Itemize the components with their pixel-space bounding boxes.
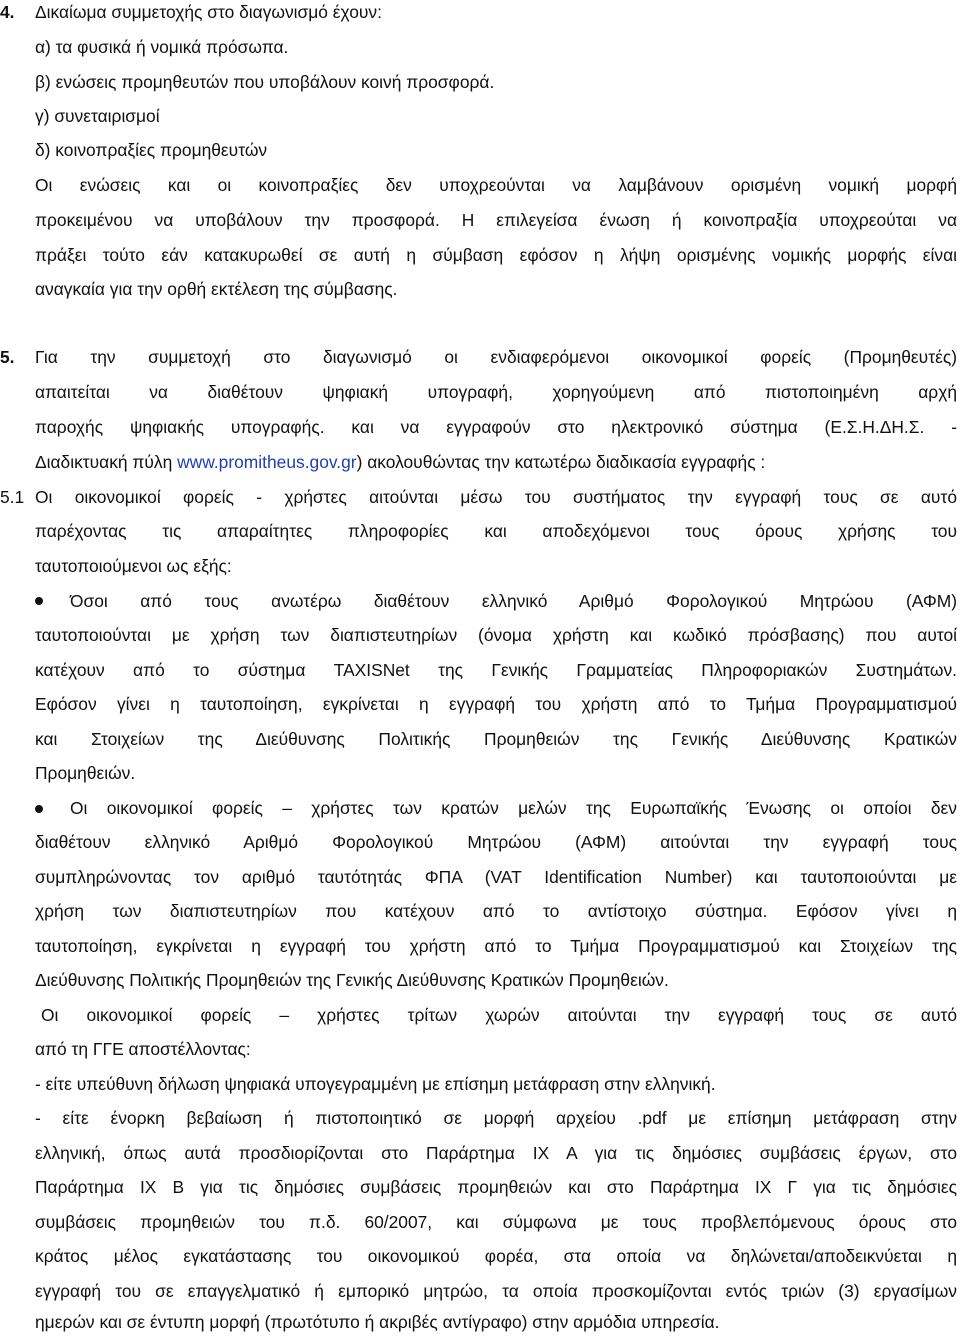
section-5-line-portal — [35, 451, 765, 473]
third-countries-line: από τη ΓΓΕ αποστέλλοντας: — [35, 1039, 251, 1059]
bullet-2-line: Οι οικονομικοί φορείς – χρήστες των κρατών μελών της Ευρωπαϊκής Ένωσης οι οποίοι δεν — [70, 798, 957, 818]
dash-item-2-line: Παράρτημα ΙΧ Β για τις δημόσιες συμβάσεις προμηθειών και στο Παράρτημα ΙΧ Γ για τις δημόσιες — [35, 1177, 957, 1197]
section-5-number: 5. — [0, 347, 15, 367]
bullet-1-line: κατέχουν από το σύστημα TAXISNet της Γενικής Γραμματείας Πληροφοριακών Συστημάτων. — [35, 660, 957, 680]
section-5-line: απαιτείται να διαθέτουν ψηφιακή υπογραφή, χορηγούμενη από πιστοποιημένη αρχή — [35, 382, 957, 402]
third-countries-line: Οι οικονομικοί φορείς – χρήστες τρίτων χωρών αιτούνται την εγγραφή τους σε αυτό — [41, 1005, 957, 1025]
bullet-2-line: διαθέτουν ελληνικό Αριθμό Φορολογικού Μητρώου (ΑΦΜ) αιτούνται την εγγραφή τους — [35, 832, 957, 852]
dash-item-1: - είτε υπεύθυνη δήλωση ψηφιακά υπογεγραμμένη με επίσημη μετάφραση στην ελληνική. — [35, 1074, 716, 1094]
bullet-2-line: χρήση των διαπιστευτηρίων που κατέχουν από το αντίστοιχο σύστημα. Εφόσον γίνει η — [35, 901, 957, 921]
bullet-icon — [35, 597, 43, 605]
section-4-item-d: δ) κοινοπραξίες προμηθευτών — [35, 140, 268, 160]
portal-label: Διαδικτυακή πύλη — [35, 452, 178, 472]
promitheus-link[interactable]: www.promitheus.gov.gr — [177, 452, 357, 472]
bullet-1-line: Προμηθειών. — [35, 763, 136, 783]
section-5-1-line: Οι οικονομικοί φορείς - χρήστες αιτούνται μέσω του συστήματος την εγγραφή τους σε αυτό — [35, 487, 957, 507]
section-4-paragraph-line: προκειμένου να υποβάλουν την προσφορά. Η επιλεγείσα ένωση ή κοινοπραξία υποχρεούται να — [35, 210, 957, 230]
bullet-icon — [35, 805, 43, 813]
section-5-line: παροχής ψηφιακής υπογραφής. και να εγγραφούν στο ηλεκτρονικό σύστημα (Ε.Σ.Η.ΔΗ.Σ. - — [35, 417, 957, 437]
section-5-1-line: παρέχοντας τις απαραίτητες πληροφορίες και αποδεχόμενοι τους όρους χρήσης του — [35, 521, 957, 541]
dash-item-2-line: κράτος μέλος εγκατάστασης του οικονομικού φορέα, στα οποία να δηλώνεται/αποδεικνύεται η — [35, 1246, 957, 1266]
section-4-paragraph-line: αναγκαία για την ορθή εκτέλεση της σύμβασης. — [35, 279, 398, 299]
section-4-heading: Δικαίωμα συμμετοχής στο διαγωνισμό έχουν: — [35, 2, 382, 22]
bullet-2-line: ταυτοποίηση, εγκρίνεται η εγγραφή του χρήστη από το Τμήμα Προγραμματισμού και Στοιχείων της — [35, 936, 957, 956]
dash-item-2-line: - είτε ένορκη βεβαίωση ή πιστοποιητικό σε μορφή αρχείου .pdf με επίσημη μετάφραση στην — [35, 1108, 957, 1128]
bullet-2-line: συμπληρώνοντας τον αριθμό ταυτότητάς ΦΠΑ (VAT Identification Number) και ταυτοποιούνται με — [35, 867, 957, 887]
portal-suffix: ) ακολουθώντας την κατωτέρω διαδικασία εγγραφής : — [356, 452, 766, 472]
bullet-1-line: Εφόσον γίνει η ταυτοποίηση, εγκρίνεται η εγγραφή του χρήστη από το Τμήμα Προγραμματισμού — [35, 694, 957, 714]
dash-item-2-line: συμβάσεις προμηθειών του π.δ. 60/2007, και σύμφωνα με τους προβλεπόμενους όρους στο — [35, 1212, 957, 1232]
bullet-1-line: Όσοι από τους ανωτέρω διαθέτουν ελληνικό Αριθμό Φορολογικού Μητρώου (ΑΦΜ) — [70, 591, 957, 611]
section-5-1-number: 5.1 — [0, 487, 25, 507]
bullet-1-line: ταυτοποιούνται με χρήση των διαπιστευτηρίων (όνομα χρήστη και κωδικό πρόσβασης) που αυτοί — [35, 625, 957, 645]
section-4-paragraph-line: Οι ενώσεις και οι κοινοπραξίες δεν υποχρεούνται να λαμβάνουν ορισμένη νομική μορφή — [35, 175, 957, 195]
section-4-paragraph-line: πράξει τούτο εάν κατακυρωθεί σε αυτή η σύμβαση εφόσον η λήψη ορισμένης νομικής μορφής είναι — [35, 245, 957, 265]
section-4-item-c: γ) συνεταιρισμοί — [35, 106, 160, 126]
section-4-item-b: β) ενώσεις προμηθευτών που υποβάλουν κοινή προσφορά. — [35, 72, 495, 92]
bullet-2-line: Διεύθυνσης Πολιτικής Προμηθειών της Γενικής Διεύθυνσης Κρατικών Προμηθειών. — [35, 970, 669, 990]
dash-item-2-line: εγγραφή του σε επαγγελματικό ή εμπορικό μητρώο, τα οποία προσκομίζονται εντός τριών (3) εργασίμων — [35, 1281, 957, 1301]
bullet-1-line: και Στοιχείων της Διεύθυνσης Πολιτικής Προμηθειών της Γενικής Διεύθυνσης Κρατικών — [35, 729, 957, 749]
section-5-1-line: ταυτοποιούμενοι ως εξής: — [35, 556, 232, 576]
section-4-item-a: α) τα φυσικά ή νομικά πρόσωπα. — [35, 37, 289, 57]
dash-item-2-line: ελληνική, όπως αυτά προσδιορίζονται στο Παράρτημα ΙΧ Α για τις δημόσιες συμβάσεις έργων, στο — [35, 1143, 957, 1163]
section-4-number: 4. — [0, 2, 15, 22]
dash-item-2-line: ημερών και σε έντυπη μορφή (πρωτότυπο ή ακριβές αντίγραφο) στην αρμόδια υπηρεσία. — [35, 1312, 720, 1332]
section-5-line: Για την συμμετοχή στο διαγωνισμό οι ενδιαφερόμενοι οικονομικοί φορείς (Προμηθευτές) — [35, 347, 957, 367]
